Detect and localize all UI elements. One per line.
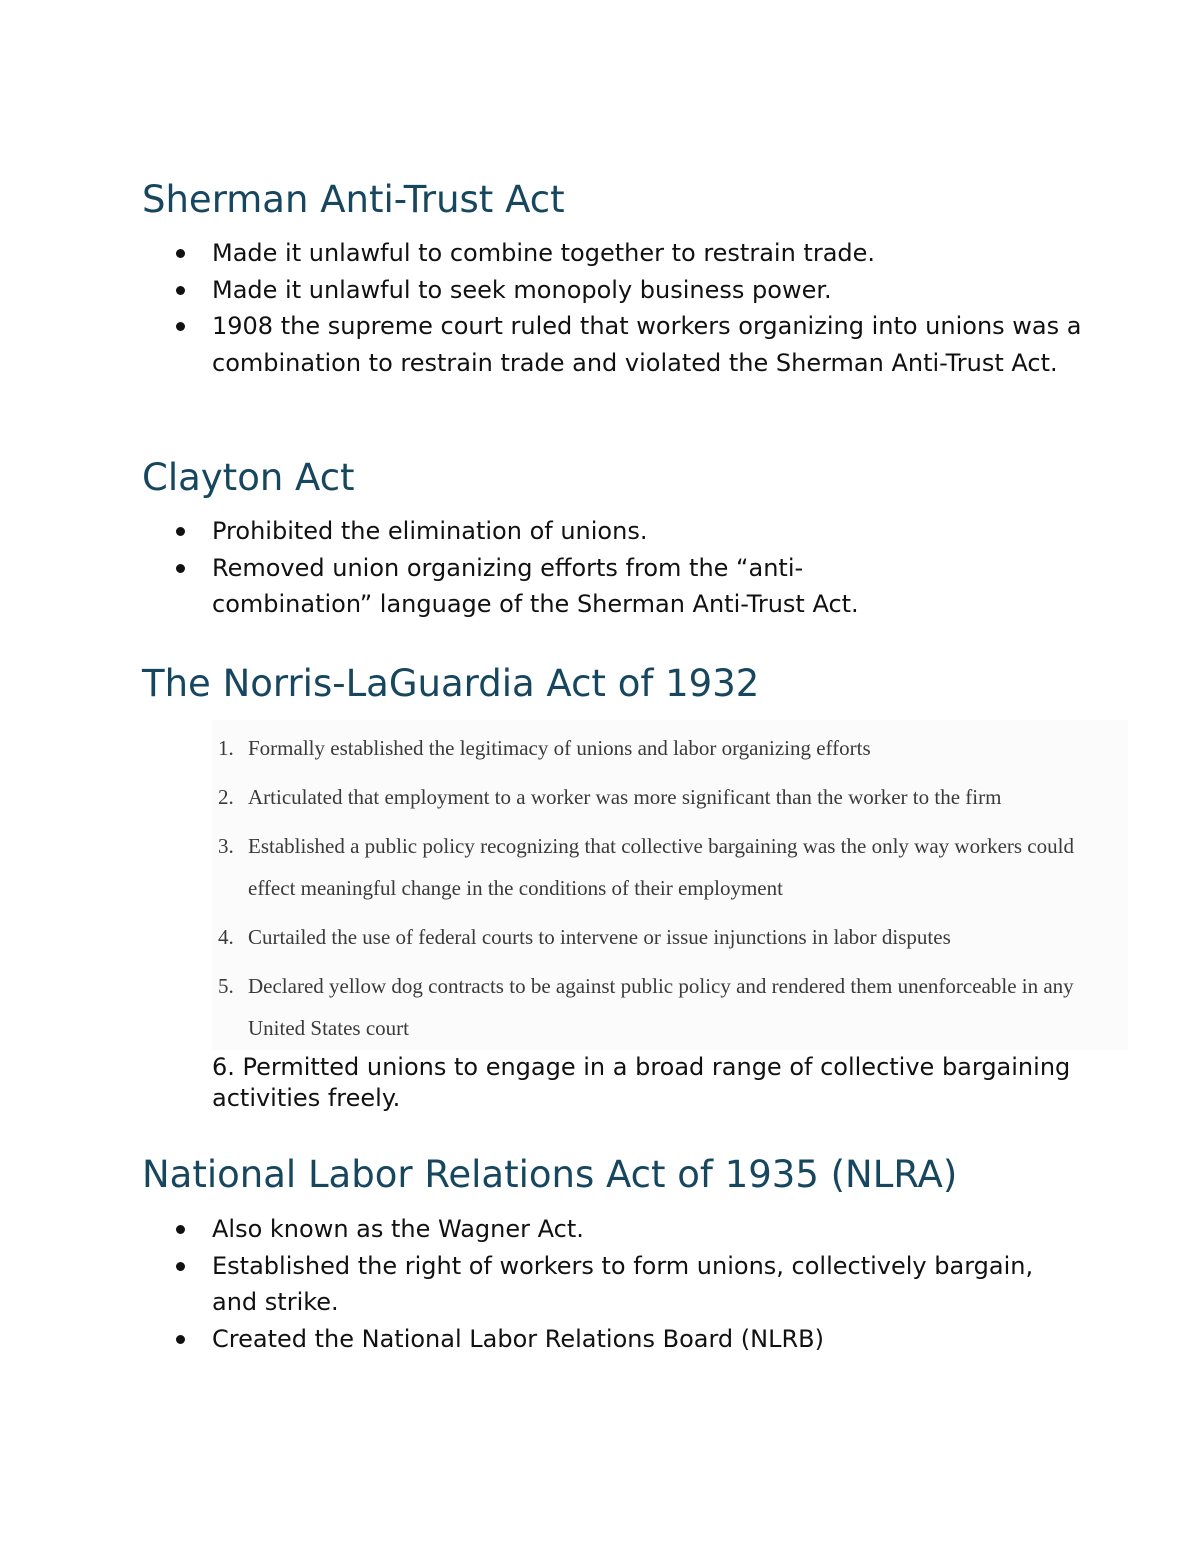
bullet-text: Created the National Labor Relations Board (NLRB): [212, 1324, 824, 1353]
heading-sherman-act: Sherman Anti-Trust Act: [142, 178, 565, 221]
clayton-bullet-list: [212, 513, 912, 623]
item-number: 3.: [218, 834, 234, 858]
item-number: 4.: [218, 925, 234, 949]
bullet-text: Established the right of workers to form unions, collectively bargain, and strike.: [212, 1251, 1034, 1317]
item-text: Declared yellow dog contracts to be against public policy and rendered them unenforceable in any United States court: [248, 974, 1074, 1040]
bullet-text: Also known as the Wagner Act.: [212, 1215, 584, 1243]
bullet-dot-icon: [176, 249, 185, 258]
item-number: 2.: [218, 785, 234, 809]
heading-clayton-act: Clayton Act: [142, 456, 355, 499]
item-text: Articulated that employment to a worker was more significant than the worker to the firm: [248, 785, 1002, 809]
item-number: 5.: [218, 974, 234, 998]
bullet-item: [212, 513, 912, 550]
sherman-bullet-list: [212, 235, 1112, 381]
bullet-item: [212, 1211, 1052, 1248]
item-text: Curtailed the use of federal courts to intervene or issue injunctions in labor disputes: [248, 925, 951, 949]
bullet-dot-icon: [176, 1335, 185, 1344]
item-number: 1.: [218, 736, 234, 760]
bullet-text: Prohibited the elimination of unions.: [212, 517, 648, 545]
bullet-item: [212, 550, 912, 623]
numbered-item: [218, 825, 1118, 909]
bullet-text: Made it unlawful to seek monopoly business power.: [212, 275, 832, 304]
bullet-dot-icon: [176, 527, 185, 536]
bullet-dot-icon: [176, 1225, 185, 1234]
item-text: Established a public policy recognizing that collective bargaining was the only way workers could effect meaningful change in the conditions of their employment: [248, 834, 1074, 900]
bullet-item: [212, 1321, 1052, 1358]
bullet-dot-icon: [176, 322, 185, 331]
bullet-item: [212, 272, 1112, 309]
numbered-item: [218, 776, 1118, 818]
norris-numbered-list: [218, 727, 1118, 1056]
nlra-bullet-list: [212, 1211, 1052, 1357]
item-text: Formally established the legitimacy of unions and labor organizing efforts: [248, 736, 871, 760]
heading-nlra: National Labor Relations Act of 1935 (NLRA): [142, 1153, 958, 1196]
bullet-dot-icon: [176, 1262, 185, 1271]
norris-item-six: 6. Permitted unions to engage in a broad range of collective bargaining activities freely.: [212, 1053, 1071, 1112]
bullet-item: [212, 308, 1112, 381]
bullet-item: [212, 235, 1112, 272]
bullet-text: Removed union organizing efforts from the “anti-combination” language of the Sherman Anti-Trust Act.: [212, 553, 859, 619]
numbered-item: [218, 916, 1118, 958]
bullet-dot-icon: [176, 286, 185, 295]
numbered-item: [218, 727, 1118, 769]
heading-norris-laguardia-act: The Norris-LaGuardia Act of 1932: [142, 662, 760, 705]
bullet-item: [212, 1248, 1052, 1321]
bullet-text: Made it unlawful to combine together to restrain trade.: [212, 239, 876, 267]
numbered-item: [218, 965, 1118, 1049]
bullet-text: 1908 the supreme court ruled that workers organizing into unions was a combination to restrain trade and violated the Sherman Anti-Trust Act.: [212, 312, 1082, 377]
bullet-dot-icon: [176, 564, 185, 573]
